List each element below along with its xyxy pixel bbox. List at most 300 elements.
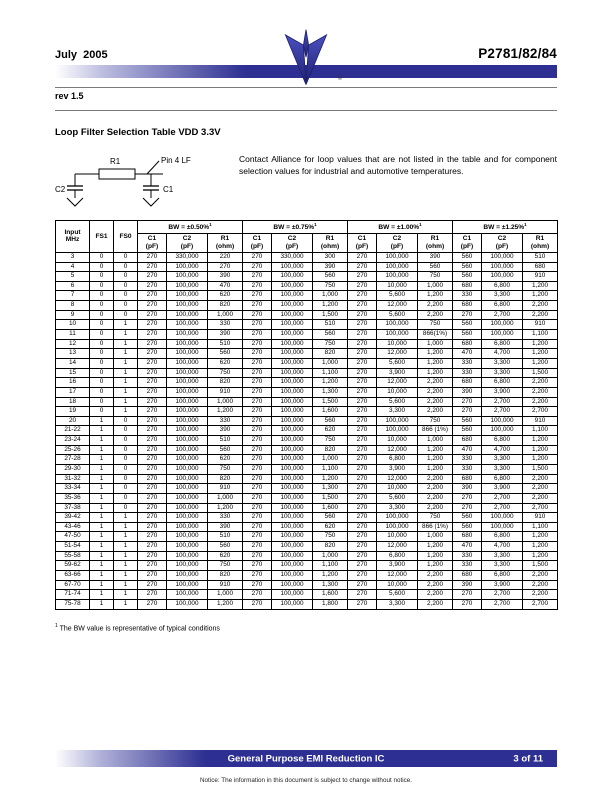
table-cell: 100,000 bbox=[272, 599, 313, 609]
table-row bbox=[56, 252, 558, 262]
table-cell: 560 bbox=[313, 416, 348, 426]
table-cell: 3,900 bbox=[377, 561, 418, 571]
table-cell: 1 bbox=[90, 561, 114, 571]
table-cell: 0 bbox=[90, 291, 114, 301]
table-cell: 270 bbox=[348, 426, 377, 436]
table-cell: 1,200 bbox=[523, 349, 558, 359]
cell-input-mhz: 59-62 bbox=[56, 561, 90, 571]
table-cell: 12,000 bbox=[377, 378, 418, 388]
table-cell: 330 bbox=[453, 291, 482, 301]
table-cell: 1,000 bbox=[313, 291, 348, 301]
table-cell: 820 bbox=[208, 378, 243, 388]
table-cell: 100,000 bbox=[272, 493, 313, 503]
table-cell: 270 bbox=[243, 358, 272, 368]
table-cell: 5,600 bbox=[377, 310, 418, 320]
column-header-input-mhz bbox=[56, 221, 90, 253]
table-cell: 270 bbox=[348, 407, 377, 417]
c2-label: C2 bbox=[55, 185, 66, 194]
table-row bbox=[56, 522, 558, 532]
table-cell: 510 bbox=[523, 252, 558, 262]
table-cell: 270 bbox=[453, 407, 482, 417]
table-cell: 100,000 bbox=[167, 503, 208, 513]
table-cell: 1,600 bbox=[313, 590, 348, 600]
table-cell: 100,000 bbox=[167, 358, 208, 368]
table-cell: 6,800 bbox=[482, 378, 523, 388]
table-cell: 330,000 bbox=[167, 252, 208, 262]
table-cell: 0 bbox=[90, 320, 114, 330]
table-cell: 270 bbox=[243, 484, 272, 494]
table-cell: 2,200 bbox=[523, 580, 558, 590]
table-cell: 330 bbox=[208, 320, 243, 330]
table-cell: 6,800 bbox=[482, 339, 523, 349]
table-cell: 270 bbox=[138, 310, 167, 320]
table-cell: 6,800 bbox=[482, 474, 523, 484]
table-row bbox=[56, 358, 558, 368]
table-cell: 1,600 bbox=[313, 503, 348, 513]
footer-notice: Notice: The information in this document is subject to change without notice. bbox=[200, 777, 412, 784]
table-cell: 300 bbox=[313, 252, 348, 262]
cell-input-mhz: 15 bbox=[56, 368, 90, 378]
table-cell: 470 bbox=[453, 445, 482, 455]
table-cell: 100,000 bbox=[272, 532, 313, 542]
cell-input-mhz: 8 bbox=[56, 301, 90, 311]
table-cell: 270 bbox=[243, 551, 272, 561]
table-cell: 100,000 bbox=[377, 426, 418, 436]
table-cell: 100,000 bbox=[272, 436, 313, 446]
table-cell: 100,000 bbox=[167, 407, 208, 417]
table-cell: 270 bbox=[348, 252, 377, 262]
table-cell: 100,000 bbox=[272, 320, 313, 330]
table-cell: 2,200 bbox=[418, 474, 453, 484]
table-row bbox=[56, 387, 558, 397]
table-cell: 0 bbox=[114, 455, 138, 465]
table-cell: 560 bbox=[208, 349, 243, 359]
table-cell: 1,200 bbox=[208, 407, 243, 417]
table-row bbox=[56, 503, 558, 513]
table-cell: 390 bbox=[453, 387, 482, 397]
column-header: R1 (ohm) bbox=[418, 234, 453, 253]
table-cell: 270 bbox=[138, 599, 167, 609]
table-cell: 750 bbox=[418, 320, 453, 330]
table-cell: 270 bbox=[348, 503, 377, 513]
table-cell: 0 bbox=[114, 281, 138, 291]
table-cell: 680 bbox=[453, 339, 482, 349]
table-cell: 560 bbox=[313, 330, 348, 340]
table-cell: 560 bbox=[313, 513, 348, 523]
table-cell: 100,000 bbox=[272, 349, 313, 359]
table-cell: 620 bbox=[208, 291, 243, 301]
table-cell: 270 bbox=[348, 310, 377, 320]
table-cell: 4,700 bbox=[482, 349, 523, 359]
table-cell: 2,700 bbox=[523, 599, 558, 609]
table-cell: 10,000 bbox=[377, 387, 418, 397]
cell-input-mhz: 17 bbox=[56, 387, 90, 397]
table-cell: 1 bbox=[114, 397, 138, 407]
table-cell: 270 bbox=[348, 330, 377, 340]
table-row bbox=[56, 532, 558, 542]
table-cell: 100,000 bbox=[272, 522, 313, 532]
table-cell: 2,200 bbox=[523, 310, 558, 320]
table-cell: 100,000 bbox=[272, 426, 313, 436]
table-cell: 2,200 bbox=[418, 387, 453, 397]
table-cell: 270 bbox=[453, 397, 482, 407]
table-cell: 1,000 bbox=[313, 455, 348, 465]
table-cell: 1 bbox=[90, 532, 114, 542]
table-cell: 1,100 bbox=[313, 368, 348, 378]
table-cell: 680 bbox=[453, 474, 482, 484]
table-cell: 100,000 bbox=[272, 272, 313, 282]
table-cell: 10,000 bbox=[377, 580, 418, 590]
table-cell: 330 bbox=[208, 416, 243, 426]
table-cell: 100,000 bbox=[167, 532, 208, 542]
table-cell: 270 bbox=[243, 599, 272, 609]
table-cell: 270 bbox=[243, 416, 272, 426]
table-cell: 100,000 bbox=[167, 571, 208, 581]
table-cell: 1,100 bbox=[313, 561, 348, 571]
table-cell: 330 bbox=[208, 513, 243, 523]
table-cell: 100,000 bbox=[377, 513, 418, 523]
column-header: C1 (pF) bbox=[243, 234, 272, 253]
table-cell: 1 bbox=[90, 513, 114, 523]
table-row bbox=[56, 474, 558, 484]
table-cell: 270 bbox=[138, 397, 167, 407]
table-cell: 270 bbox=[243, 580, 272, 590]
table-cell: 100,000 bbox=[272, 484, 313, 494]
table-cell: 1 bbox=[114, 551, 138, 561]
table-cell: 270 bbox=[243, 455, 272, 465]
table-cell: 100,000 bbox=[167, 320, 208, 330]
table-cell: 2,200 bbox=[418, 493, 453, 503]
table-cell: 100,000 bbox=[167, 368, 208, 378]
table-cell: 330 bbox=[453, 465, 482, 475]
table-cell: 560 bbox=[453, 272, 482, 282]
table-cell: 1,200 bbox=[523, 281, 558, 291]
table-cell: 270 bbox=[138, 339, 167, 349]
table-cell: 2,700 bbox=[482, 310, 523, 320]
table-cell: 3,300 bbox=[377, 503, 418, 513]
table-cell: 1,300 bbox=[313, 580, 348, 590]
table-cell: 1,000 bbox=[313, 358, 348, 368]
table-cell: 270 bbox=[348, 532, 377, 542]
table-cell: 2,200 bbox=[523, 493, 558, 503]
divider-line bbox=[55, 110, 557, 111]
table-cell: 820 bbox=[208, 571, 243, 581]
column-header: C2 (pF) bbox=[167, 234, 208, 253]
table-row bbox=[56, 397, 558, 407]
table-cell: 2,700 bbox=[482, 590, 523, 600]
table-cell: 560 bbox=[453, 426, 482, 436]
table-cell: 1,000 bbox=[208, 397, 243, 407]
table-cell: 1 bbox=[114, 368, 138, 378]
table-cell: 2,200 bbox=[418, 571, 453, 581]
table-cell: 270 bbox=[348, 291, 377, 301]
table-row bbox=[56, 580, 558, 590]
column-header: C1 (pF) bbox=[348, 234, 377, 253]
table-cell: 100,000 bbox=[377, 262, 418, 272]
table-cell: 330 bbox=[453, 455, 482, 465]
table-cell: 270 bbox=[138, 465, 167, 475]
table-cell: 680 bbox=[453, 301, 482, 311]
table-cell: 910 bbox=[523, 416, 558, 426]
table-cell: 1 bbox=[114, 542, 138, 552]
table-cell: 1,200 bbox=[418, 445, 453, 455]
table-cell: 100,000 bbox=[272, 262, 313, 272]
table-cell: 390 bbox=[208, 272, 243, 282]
table-cell: 866(1%) bbox=[418, 330, 453, 340]
table-cell: 100,000 bbox=[272, 561, 313, 571]
table-row bbox=[56, 426, 558, 436]
table-cell: 510 bbox=[208, 532, 243, 542]
table-cell: 100,000 bbox=[272, 281, 313, 291]
table-cell: 1,200 bbox=[523, 358, 558, 368]
table-cell: 1,200 bbox=[523, 542, 558, 552]
table-cell: 1,000 bbox=[418, 339, 453, 349]
table-cell: 100,000 bbox=[167, 590, 208, 600]
table-cell: 330 bbox=[453, 358, 482, 368]
table-cell: 1,000 bbox=[313, 551, 348, 561]
cell-input-mhz: 13 bbox=[56, 349, 90, 359]
table-cell: 100,000 bbox=[272, 580, 313, 590]
table-cell: 270 bbox=[348, 474, 377, 484]
registered-mark: ® bbox=[337, 76, 342, 82]
table-cell: 1,500 bbox=[523, 368, 558, 378]
table-cell: 1 bbox=[114, 571, 138, 581]
table-cell: 470 bbox=[208, 281, 243, 291]
table-cell: 270 bbox=[243, 407, 272, 417]
table-cell: 2,200 bbox=[523, 590, 558, 600]
table-cell: 1,000 bbox=[208, 310, 243, 320]
footnote-number: 1 bbox=[55, 622, 58, 629]
table-cell: 270 bbox=[138, 474, 167, 484]
table-cell: 1,200 bbox=[313, 571, 348, 581]
table-row bbox=[56, 445, 558, 455]
table-cell: 100,000 bbox=[377, 416, 418, 426]
table-cell: 390 bbox=[313, 262, 348, 272]
table-cell: 3,300 bbox=[482, 291, 523, 301]
table-cell: 1 bbox=[90, 416, 114, 426]
table-cell: 100,000 bbox=[377, 272, 418, 282]
table-cell: 3,900 bbox=[482, 387, 523, 397]
table-cell: 560 bbox=[453, 252, 482, 262]
table-cell: 1,200 bbox=[313, 474, 348, 484]
table-cell: 270 bbox=[348, 262, 377, 272]
table-cell: 1,500 bbox=[523, 465, 558, 475]
table-cell: 3,300 bbox=[377, 599, 418, 609]
table-cell: 1,600 bbox=[313, 407, 348, 417]
cell-input-mhz: 19 bbox=[56, 407, 90, 417]
table-cell: 1,200 bbox=[418, 551, 453, 561]
table-cell: 560 bbox=[208, 445, 243, 455]
loop-filter-table-body bbox=[56, 252, 558, 609]
table-cell: 2,200 bbox=[418, 484, 453, 494]
table-cell: 270 bbox=[243, 542, 272, 552]
table-cell: 270 bbox=[348, 513, 377, 523]
table-cell: 1 bbox=[90, 445, 114, 455]
table-cell: 0 bbox=[114, 272, 138, 282]
table-cell: 270 bbox=[138, 272, 167, 282]
table-cell: 330,000 bbox=[272, 252, 313, 262]
cell-input-mhz: 51-54 bbox=[56, 542, 90, 552]
table-cell: 510 bbox=[313, 320, 348, 330]
table-cell: 560 bbox=[208, 542, 243, 552]
table-cell: 12,000 bbox=[377, 301, 418, 311]
table-cell: 100,000 bbox=[272, 310, 313, 320]
table-cell: 2,200 bbox=[418, 301, 453, 311]
table-cell: 1 bbox=[114, 320, 138, 330]
table-cell: 100,000 bbox=[272, 416, 313, 426]
table-cell: 10,000 bbox=[377, 339, 418, 349]
cell-input-mhz: 4 bbox=[56, 262, 90, 272]
table-cell: 0 bbox=[90, 339, 114, 349]
table-cell: 100,000 bbox=[167, 378, 208, 388]
table-cell: 270 bbox=[348, 522, 377, 532]
table-cell: 270 bbox=[243, 397, 272, 407]
table-cell: 6,800 bbox=[482, 281, 523, 291]
group-header-bw-075 bbox=[243, 221, 348, 234]
table-cell: 5,600 bbox=[377, 493, 418, 503]
table-cell: 510 bbox=[208, 339, 243, 349]
table-row bbox=[56, 590, 558, 600]
group-header-bw-125 bbox=[453, 221, 558, 234]
table-cell: 100,000 bbox=[167, 599, 208, 609]
table-cell: 2,200 bbox=[523, 378, 558, 388]
table-cell: 270 bbox=[348, 397, 377, 407]
table-cell: 100,000 bbox=[272, 590, 313, 600]
table-cell: 820 bbox=[208, 474, 243, 484]
resistor-symbol bbox=[99, 169, 135, 179]
table-cell: 1 bbox=[114, 349, 138, 359]
table-row bbox=[56, 416, 558, 426]
table-row bbox=[56, 561, 558, 571]
group-header-label: BW = ±0.50% bbox=[168, 224, 210, 232]
table-cell: 100,000 bbox=[167, 474, 208, 484]
doc-date: July 2005 bbox=[55, 49, 108, 61]
column-header-fs1: FS1 bbox=[90, 221, 114, 253]
table-cell: 2,200 bbox=[523, 301, 558, 311]
table-cell: 560 bbox=[313, 272, 348, 282]
table-cell: 270 bbox=[348, 542, 377, 552]
table-cell: 3,300 bbox=[482, 561, 523, 571]
table-cell: 3,900 bbox=[482, 484, 523, 494]
footer-bar bbox=[55, 750, 557, 767]
table-cell: 6,800 bbox=[482, 571, 523, 581]
table-cell: 2,200 bbox=[418, 378, 453, 388]
table-cell: 270 bbox=[138, 281, 167, 291]
table-cell: 100,000 bbox=[272, 455, 313, 465]
table-cell: 1,200 bbox=[208, 599, 243, 609]
table-cell: 750 bbox=[313, 532, 348, 542]
column-header: R1 (ohm) bbox=[313, 234, 348, 253]
table-cell: 270 bbox=[243, 493, 272, 503]
column-header: C2 (pF) bbox=[377, 234, 418, 253]
table-row bbox=[56, 455, 558, 465]
table-cell: 0 bbox=[90, 349, 114, 359]
table-cell: 270 bbox=[348, 387, 377, 397]
table-cell: 100,000 bbox=[167, 397, 208, 407]
table-cell: 270 bbox=[453, 310, 482, 320]
table-cell: 270 bbox=[138, 416, 167, 426]
table-cell: 680 bbox=[453, 378, 482, 388]
group-header-label: BW = ±1.00% bbox=[378, 224, 420, 232]
footnote-text: The BW value is representative of typical conditions bbox=[59, 624, 220, 632]
table-cell: 100,000 bbox=[377, 522, 418, 532]
table-cell: 270 bbox=[138, 368, 167, 378]
table-cell: 2,200 bbox=[418, 580, 453, 590]
table-cell: 270 bbox=[348, 320, 377, 330]
cell-input-mhz: 37-38 bbox=[56, 503, 90, 513]
table-cell: 100,000 bbox=[167, 561, 208, 571]
table-cell: 2,200 bbox=[523, 484, 558, 494]
table-cell: 100,000 bbox=[272, 407, 313, 417]
table-cell: 0 bbox=[114, 291, 138, 301]
table-cell: 560 bbox=[453, 320, 482, 330]
loop-filter-table bbox=[55, 220, 558, 610]
table-cell: 100,000 bbox=[272, 445, 313, 455]
page-number: 3 of 11 bbox=[513, 753, 543, 764]
table-cell: 680 bbox=[453, 532, 482, 542]
table-cell: 6,800 bbox=[482, 436, 523, 446]
table-cell: 270 bbox=[243, 262, 272, 272]
table-cell: 1,200 bbox=[418, 455, 453, 465]
table-cell: 910 bbox=[208, 580, 243, 590]
table-cell: 680 bbox=[453, 281, 482, 291]
cell-input-mhz: 20 bbox=[56, 416, 90, 426]
table-cell: 0 bbox=[90, 358, 114, 368]
table-cell: 3,300 bbox=[482, 455, 523, 465]
table-cell: 270 bbox=[138, 445, 167, 455]
table-cell: 620 bbox=[313, 426, 348, 436]
table-cell: 270 bbox=[243, 339, 272, 349]
table-cell: 100,000 bbox=[272, 542, 313, 552]
table-cell: 680 bbox=[523, 262, 558, 272]
table-cell: 100,000 bbox=[272, 513, 313, 523]
table-cell: 1 bbox=[114, 378, 138, 388]
table-cell: 270 bbox=[138, 349, 167, 359]
table-cell: 270 bbox=[138, 484, 167, 494]
table-cell: 6,800 bbox=[482, 532, 523, 542]
cell-input-mhz: 11 bbox=[56, 330, 90, 340]
table-cell: 680 bbox=[453, 436, 482, 446]
table-cell: 270 bbox=[243, 513, 272, 523]
revision: rev 1.5 bbox=[55, 91, 84, 101]
footnote-reference: 1 bbox=[419, 222, 422, 227]
table-row bbox=[56, 436, 558, 446]
table-cell: 0 bbox=[114, 474, 138, 484]
table-cell: 270 bbox=[348, 416, 377, 426]
table-cell: 270 bbox=[243, 387, 272, 397]
intro-block bbox=[55, 148, 557, 212]
table-cell: 270 bbox=[348, 436, 377, 446]
table-cell: 6,800 bbox=[482, 301, 523, 311]
table-cell: 12,000 bbox=[377, 445, 418, 455]
table-cell: 560 bbox=[453, 416, 482, 426]
table-cell: 270 bbox=[138, 262, 167, 272]
table-cell: 866 (1%) bbox=[418, 522, 453, 532]
ground-symbol bbox=[143, 198, 159, 206]
column-header-input-line1: Input bbox=[64, 228, 81, 236]
table-cell: 100,000 bbox=[272, 503, 313, 513]
table-cell: 3,300 bbox=[482, 551, 523, 561]
table-cell: 1 bbox=[114, 561, 138, 571]
table-cell: 1 bbox=[114, 590, 138, 600]
group-header-label: BW = ±0.75% bbox=[273, 224, 315, 232]
table-cell: 2,200 bbox=[523, 571, 558, 581]
table-cell: 750 bbox=[418, 416, 453, 426]
table-cell: 100,000 bbox=[272, 474, 313, 484]
table-cell: 1,200 bbox=[418, 465, 453, 475]
table-cell: 560 bbox=[453, 522, 482, 532]
cell-input-mhz: 12 bbox=[56, 339, 90, 349]
